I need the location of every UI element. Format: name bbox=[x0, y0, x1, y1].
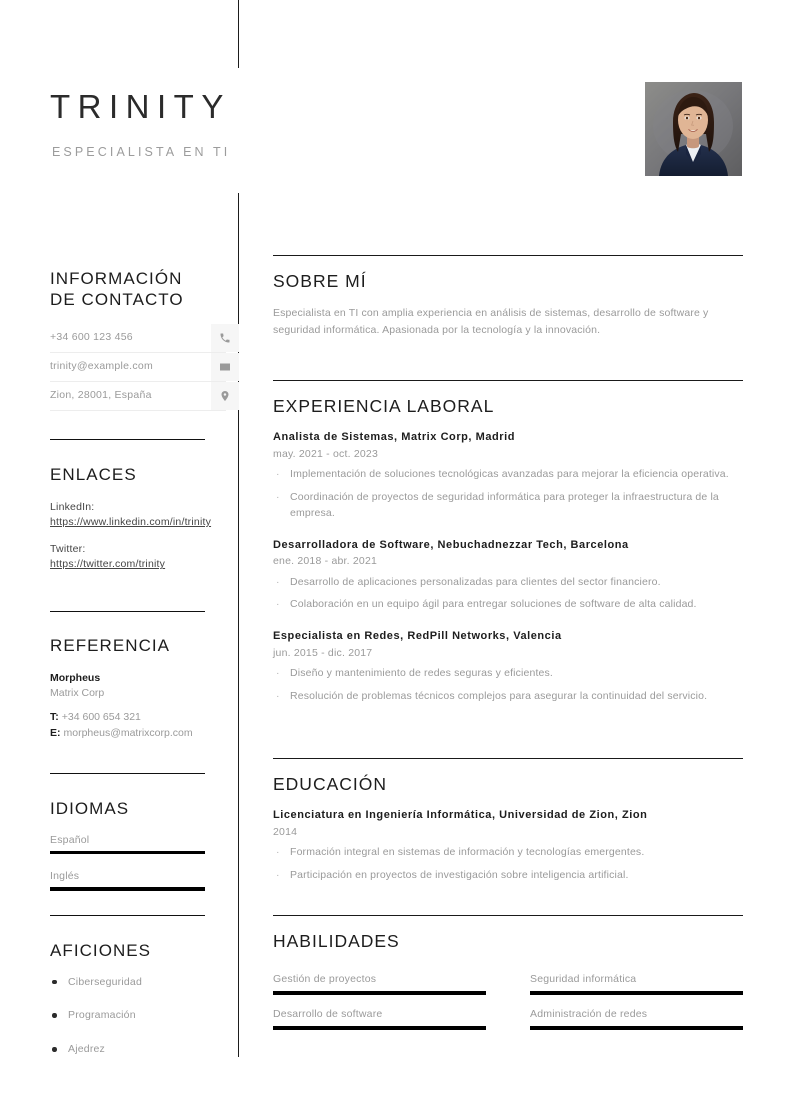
experience-bullet-text: Colaboración en un equipo ágil para entregar soluciones de software de alta calidad. bbox=[290, 598, 697, 611]
section-rule-about bbox=[273, 255, 743, 256]
experience-section-title: EXPERIENCIA LABORAL bbox=[273, 396, 495, 416]
reference-section-title: REFERENCIA bbox=[50, 636, 171, 655]
vertical-divider-top bbox=[238, 0, 239, 68]
contact-email-text: trinity@example.com bbox=[50, 360, 153, 373]
experience-entry-date: jun. 2015 - dic. 2017 bbox=[273, 646, 373, 659]
skill-level-track bbox=[530, 1026, 743, 1030]
contact-title-line2: DE CONTACTO bbox=[50, 289, 184, 309]
list-item bbox=[50, 976, 226, 990]
about-summary-text: Especialista en TI con amplia experiencia en análisis de sistemas, desarrollo de software y seguridad informática. Apasionada por la tecnología y la innovación. bbox=[273, 307, 709, 336]
experience-entry bbox=[273, 430, 743, 521]
education-section-title: EDUCACIÓN bbox=[273, 774, 388, 794]
section-education bbox=[273, 758, 743, 900]
bullet-tick-icon: · bbox=[276, 689, 280, 702]
sidebar-section-hobbies bbox=[50, 941, 226, 1077]
reference-phone-value: +34 600 654 321 bbox=[61, 711, 141, 724]
reference-company: Matrix Corp bbox=[50, 687, 105, 700]
experience-entry bbox=[273, 629, 743, 705]
skill-name: Gestión de proyectos bbox=[273, 973, 377, 986]
section-rule-skills bbox=[273, 915, 743, 916]
bullet-tick-icon: · bbox=[276, 491, 280, 504]
bullet-dot-icon bbox=[52, 1047, 57, 1052]
contact-address-text: Zion, 28001, España bbox=[50, 389, 152, 402]
skill-item bbox=[530, 1008, 743, 1030]
experience-bullet-text: Resolución de problemas técnicos complejos para asegurar la continuidad del servicio. bbox=[290, 689, 708, 702]
language-level-fill bbox=[50, 851, 205, 855]
linkedin-url[interactable]: https://www.linkedin.com/in/trinity bbox=[50, 515, 212, 528]
hobby-label: Ajedrez bbox=[68, 1043, 106, 1056]
contact-title-line1: INFORMACIÓN bbox=[50, 269, 183, 288]
reference-name: Morpheus bbox=[50, 671, 101, 684]
reference-email-value: morpheus@matrixcorp.com bbox=[63, 726, 193, 739]
list-item bbox=[50, 1009, 226, 1023]
contact-row-phone[interactable] bbox=[50, 324, 226, 353]
section-rule-experience bbox=[273, 380, 743, 381]
skill-level-fill bbox=[530, 1026, 743, 1030]
skill-level-fill bbox=[530, 991, 743, 995]
section-skills bbox=[273, 915, 743, 1043]
experience-entry-date: may. 2021 - oct. 2023 bbox=[273, 448, 378, 461]
sidebar-divider-2 bbox=[50, 611, 205, 612]
experience-entry-date: ene. 2018 - abr. 2021 bbox=[273, 555, 378, 568]
twitter-url[interactable]: https://twitter.com/trinity bbox=[50, 558, 166, 571]
section-rule-education bbox=[273, 758, 743, 759]
contact-row-email[interactable] bbox=[50, 353, 226, 382]
twitter-label: Twitter: bbox=[50, 543, 86, 556]
education-entry-date: 2014 bbox=[273, 826, 298, 839]
education-bullet bbox=[273, 868, 743, 884]
experience-bullet-text: Diseño y mantenimiento de redes seguras y eficientes. bbox=[290, 667, 554, 680]
skill-level-fill bbox=[273, 991, 486, 995]
profile-photo bbox=[645, 82, 742, 176]
vertical-divider-main bbox=[238, 193, 239, 1057]
bullet-tick-icon: · bbox=[276, 575, 280, 588]
experience-entry bbox=[273, 538, 743, 614]
education-entry-title: Licenciatura en Ingeniería Informática, Universidad de Zion, Zion bbox=[273, 809, 648, 822]
sidebar-divider-1 bbox=[50, 439, 205, 440]
education-bullet bbox=[273, 845, 743, 861]
education-bullet-text: Formación integral en sistemas de información y tecnologías emergentes. bbox=[290, 846, 645, 859]
experience-entry-title: Analista de Sistemas, Matrix Corp, Madrid bbox=[273, 431, 515, 444]
contact-phone-text: +34 600 123 456 bbox=[50, 331, 133, 344]
education-entry bbox=[273, 808, 743, 884]
experience-entry-title: Desarrolladora de Software, Nebuchadnezzar Tech, Barcelona bbox=[273, 538, 629, 551]
map-pin-icon bbox=[211, 382, 239, 410]
language-item bbox=[50, 834, 226, 855]
sidebar-section-languages bbox=[50, 799, 226, 907]
skill-level-track bbox=[273, 1026, 486, 1030]
sidebar-section-links bbox=[50, 465, 226, 585]
page-title: TRINITY bbox=[50, 88, 231, 125]
bullet-tick-icon: · bbox=[276, 598, 280, 611]
section-about bbox=[273, 255, 743, 338]
section-experience bbox=[273, 380, 743, 721]
education-bullet-text: Participación en proyectos de investigación sobre inteligencia artificial. bbox=[290, 869, 629, 882]
experience-bullet bbox=[273, 575, 743, 591]
experience-bullet-text: Implementación de soluciones tecnológicas avanzadas para mejorar la eficiencia operativa. bbox=[290, 468, 729, 481]
hobby-label: Programación bbox=[68, 1009, 136, 1022]
links-section-title: ENLACES bbox=[50, 465, 137, 484]
language-name: Español bbox=[50, 833, 90, 846]
experience-bullet bbox=[273, 597, 743, 613]
skills-section-title: HABILIDADES bbox=[273, 931, 400, 951]
skill-item bbox=[273, 1008, 486, 1030]
skills-grid bbox=[273, 973, 743, 1043]
experience-bullet bbox=[273, 467, 743, 483]
hobby-label: Ciberseguridad bbox=[68, 975, 143, 988]
bullet-tick-icon: · bbox=[276, 846, 280, 859]
linkedin-label: LinkedIn: bbox=[50, 500, 95, 513]
language-level-fill bbox=[50, 887, 205, 891]
language-level-track bbox=[50, 887, 205, 891]
experience-bullet bbox=[273, 490, 743, 522]
reference-phone-row bbox=[50, 710, 226, 726]
contact-row-address[interactable] bbox=[50, 382, 226, 411]
phone-icon bbox=[211, 324, 239, 352]
sidebar-section-contact bbox=[50, 269, 226, 411]
bullet-tick-icon: · bbox=[276, 468, 280, 481]
experience-bullet bbox=[273, 666, 743, 682]
bullet-tick-icon: · bbox=[276, 667, 280, 680]
experience-bullet bbox=[273, 689, 743, 705]
bullet-tick-icon: · bbox=[276, 869, 280, 882]
sidebar-section-reference bbox=[50, 636, 226, 742]
sidebar-divider-3 bbox=[50, 773, 205, 774]
languages-section-title: IDIOMAS bbox=[50, 799, 130, 818]
list-item bbox=[50, 1043, 226, 1057]
job-role-subtitle: ESPECIALISTA EN TI bbox=[52, 145, 231, 159]
contact-section-title bbox=[50, 269, 226, 310]
skill-level-track bbox=[530, 991, 743, 995]
sidebar-divider-4 bbox=[50, 915, 205, 916]
experience-entry-title: Especialista en Redes, RedPill Networks, Valencia bbox=[273, 630, 562, 643]
experience-bullet-text: Desarrollo de aplicaciones personalizadas para clientes del sector financiero. bbox=[290, 575, 661, 588]
skill-item bbox=[530, 973, 743, 995]
hobbies-section-title: AFICIONES bbox=[50, 941, 152, 960]
skill-name: Seguridad informática bbox=[530, 973, 637, 986]
skill-level-fill bbox=[273, 1026, 486, 1030]
reference-phone-key: T: bbox=[50, 711, 59, 724]
reference-email-row bbox=[50, 726, 226, 742]
skill-item bbox=[273, 973, 486, 995]
envelope-icon bbox=[211, 353, 239, 381]
skill-level-track bbox=[273, 991, 486, 995]
language-name: Inglés bbox=[50, 870, 80, 883]
bullet-dot-icon bbox=[52, 980, 57, 985]
bullet-dot-icon bbox=[52, 1013, 57, 1018]
skill-name: Administración de redes bbox=[530, 1008, 648, 1021]
skill-name: Desarrollo de software bbox=[273, 1008, 383, 1021]
reference-email-key: E: bbox=[50, 726, 61, 739]
language-level-track bbox=[50, 851, 205, 855]
experience-bullet-text: Coordinación de proyectos de seguridad informática para proteger la infraestructura de la empresa. bbox=[290, 491, 719, 519]
header bbox=[0, 0, 238, 193]
language-item bbox=[50, 870, 226, 891]
about-section-title: SOBRE MÍ bbox=[273, 271, 367, 291]
